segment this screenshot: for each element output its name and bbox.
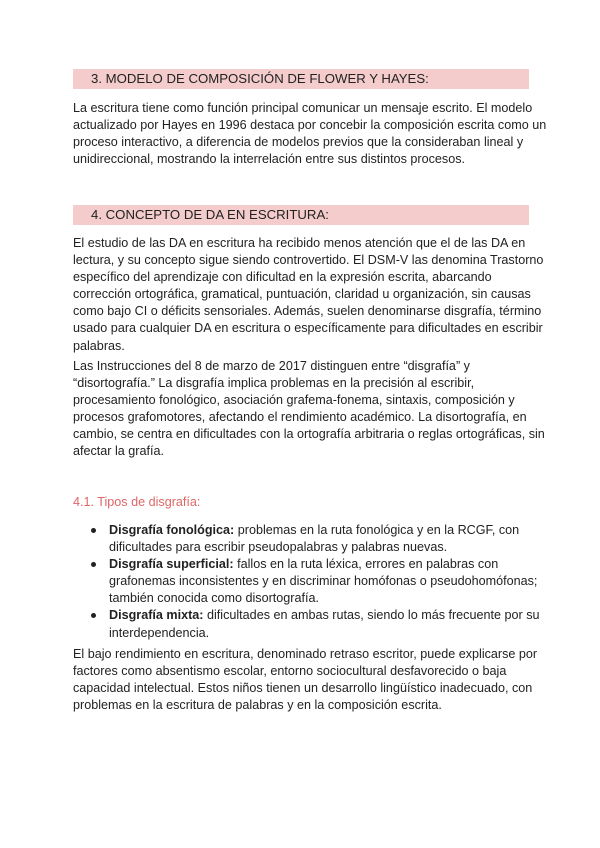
text-line: procesos grafomotores, afectando el rendimiento académico. La disortografía, en xyxy=(73,410,527,425)
text-line: específico del aprendizaje con dificultad en la expresión escrita, abarcando xyxy=(73,270,492,285)
section-3-heading-text: 3. MODELO DE COMPOSICIÓN DE FLOWER Y HAYES: xyxy=(91,71,429,86)
text-line xyxy=(109,522,533,539)
bullet-icon xyxy=(91,528,96,533)
bullet-icon xyxy=(91,562,96,567)
text-line: El estudio de las DA en escritura ha recibido menos atención que el de las DA en xyxy=(73,236,526,250)
text-line: dificultades para escribir pseudopalabras y palabras nuevas. xyxy=(109,540,448,555)
list-item xyxy=(73,522,533,556)
text-line: corrección ortográfica, gramatical, puntuación, claridad u organización, sin causas xyxy=(73,287,531,302)
section-3-paragraph xyxy=(73,100,547,168)
text-line: interdependencia. xyxy=(109,625,210,640)
subsection-title: 4.1. Tipos de disgrafía: xyxy=(73,495,201,509)
list-item xyxy=(73,607,540,641)
text-line: afectar la grafía. xyxy=(73,444,165,459)
bullet-term: Disgrafía mixta: xyxy=(109,608,204,623)
text-line: también conocida como disortografía. xyxy=(109,591,320,606)
bullet-term: Disgrafía superficial: xyxy=(109,557,234,572)
section-4-heading xyxy=(73,205,529,225)
bullet-text: fallos en la ruta léxica, errores en palabras con xyxy=(233,557,499,572)
text-line: como bajo CI o déficits sensoriales. Además, suelen denominarse disgrafía, término xyxy=(73,304,542,319)
bullet-text: dificultades en ambas rutas, siendo lo más frecuente por su xyxy=(203,608,540,623)
text-line: usado para cualquier DA en escritura o específicamente para dificultades en escribir xyxy=(73,321,543,336)
text-line: lectura, y su concepto sigue siendo controvertido. El DSM-V las denomina Trastorno xyxy=(73,253,544,268)
text-line: problemas en la escritura de palabras y en la composición escrita. xyxy=(73,698,442,713)
text-line: “disortografía.” La disgrafía implica problemas en la precisión al escribir, xyxy=(73,376,475,391)
text-line: grafonemas inconsistentes y en discriminar homófonas o pseudohomófonas; xyxy=(109,574,538,589)
text-line: proceso interactivo, a diferencia de modelos previos que la consideraban lineal y xyxy=(73,135,524,150)
section-4-heading-text: 4. CONCEPTO DE DA EN ESCRITURA: xyxy=(91,207,329,222)
section-3-heading xyxy=(73,69,529,89)
text-line: cambio, se centra en dificultades con la ortografía arbitraria o reglas ortográficas, sin xyxy=(73,427,545,442)
bullet-text: problemas en la ruta fonológica y en la RCGF, con xyxy=(234,523,520,537)
text-line: unidireccional, mostrando la interrelación entre sus distintos procesos. xyxy=(73,152,466,167)
bullet-icon xyxy=(91,613,96,618)
section-4-paragraph-1 xyxy=(73,235,544,355)
text-line: capacidad intelectual. Estos niños tienen un desarrollo lingüístico inadecuado, con xyxy=(73,681,533,696)
text-line: palabras. xyxy=(73,338,125,353)
closing-paragraph xyxy=(73,646,538,714)
text-line xyxy=(109,607,540,624)
bullet-term: Disgrafía fonológica: xyxy=(109,523,235,537)
section-4-paragraph-2 xyxy=(73,358,545,461)
text-line: actualizado por Hayes en 1996 destaca por concebir la composición escrita como un xyxy=(73,118,547,133)
list-item xyxy=(73,556,538,607)
bullet-list xyxy=(73,522,540,642)
text-line: factores como absentismo escolar, entorno sociocultural desfavorecido o baja xyxy=(73,664,507,679)
text-line: procesamiento fonológico, asociación grafema-fonema, sintaxis, composición y xyxy=(73,393,515,408)
text-line: El bajo rendimiento en escritura, denominado retraso escritor, puede explicarse por xyxy=(73,647,538,661)
text-line xyxy=(109,556,533,573)
text-line: La escritura tiene como función principal comunicar un mensaje escrito. El modelo xyxy=(73,101,533,115)
text-line: Las Instrucciones del 8 de marzo de 2017 distinguen entre “disgrafía” y xyxy=(73,359,470,373)
